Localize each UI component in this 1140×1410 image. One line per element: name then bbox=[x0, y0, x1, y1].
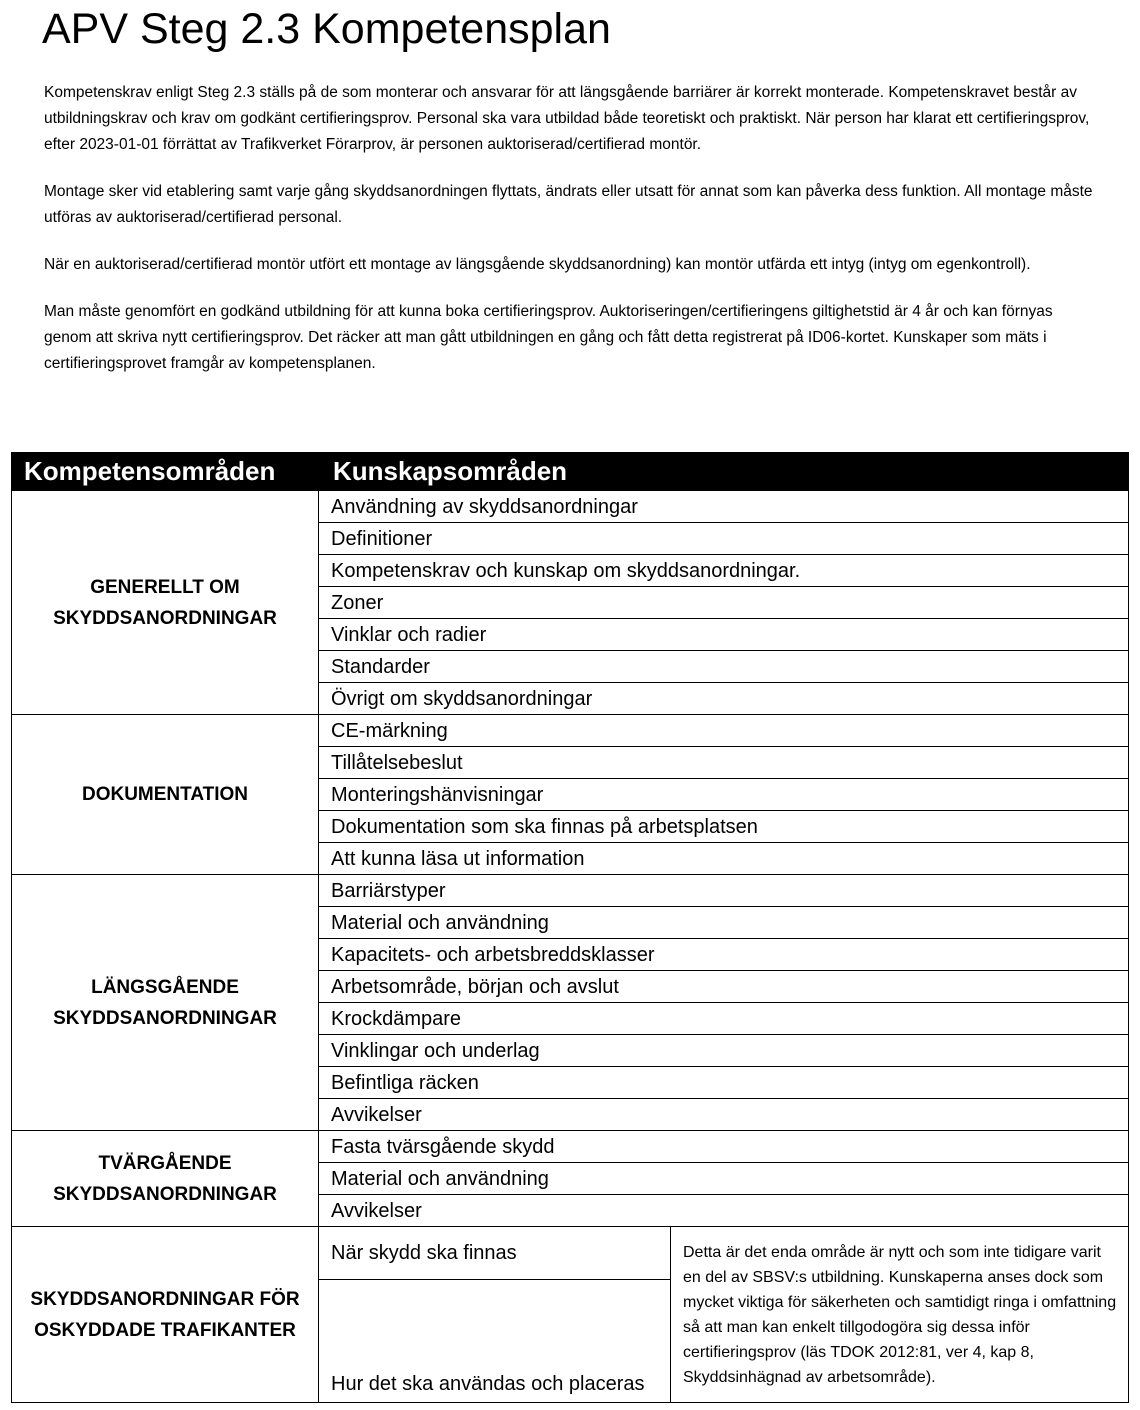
knowledge-item: Tillåtelsebeslut bbox=[319, 747, 1129, 779]
knowledge-item: Barriärstyper bbox=[319, 875, 1129, 907]
table-row bbox=[12, 1227, 1129, 1280]
knowledge-item: Material och användning bbox=[319, 907, 1129, 939]
table-row bbox=[12, 875, 1129, 907]
intro-text bbox=[44, 80, 1104, 398]
header-kompetensomraden: Kompetensområden bbox=[12, 453, 319, 491]
knowledge-item: Kompetenskrav och kunskap om skyddsanordningar. bbox=[319, 555, 1129, 587]
knowledge-item: Användning av skyddsanordningar bbox=[319, 491, 1129, 523]
table-row bbox=[12, 715, 1129, 747]
intro-paragraph: Kompetenskrav enligt Steg 2.3 ställs på de som monterar och ansvarar för att längsgående barriärer är korrekt monterade. Kompetenskravet består av utbildningskrav och krav om godkänt certifieringsprov. Personal ska vara utbildad både teoretiskt och praktiskt. När person har klarat ett certifieringsprov, efter 2023-01-01 förrättat av Trafikverket Förarprov, är personen auktoriserad/certifierad montör. bbox=[44, 84, 1090, 153]
knowledge-item: Befintliga räcken bbox=[319, 1067, 1129, 1099]
intro-paragraph: Montage sker vid etablering samt varje gång skyddsanordningen flyttats, ändrats eller utsatt för annat som kan påverka dess funktion. All montage måste utföras av auktoriserad/certifierad personal. bbox=[44, 183, 1093, 226]
knowledge-item: Avvikelser bbox=[319, 1099, 1129, 1131]
table-row bbox=[12, 491, 1129, 523]
knowledge-item: Arbetsområde, början och avslut bbox=[319, 971, 1129, 1003]
knowledge-item: Avvikelser bbox=[319, 1195, 1129, 1227]
table-row bbox=[12, 1131, 1129, 1163]
knowledge-item: Hur det ska användas och placeras bbox=[319, 1280, 671, 1403]
knowledge-item: Standarder bbox=[319, 651, 1129, 683]
page-title: APV Steg 2.3 Kompetensplan bbox=[42, 5, 611, 53]
competence-area: SKYDDSANORDNINGAR FÖR OSKYDDADE TRAFIKANTER bbox=[12, 1227, 319, 1403]
intro-paragraph: Man måste genomfört en godkänd utbildning för att kunna boka certifieringsprov. Auktoriseringen/certifieringens giltighetstid är 4 år och kan förnyas genom att skriva nytt certifieringsprov. Det räcker att man gått utbildningen en gång och fått detta registrerat på ID06-kortet. Kunskaper som mäts i certifieringsprovet framgår av kompetensplanen. bbox=[44, 303, 1053, 372]
knowledge-item: Monteringshänvisningar bbox=[319, 779, 1129, 811]
knowledge-item: Fasta tvärsgående skydd bbox=[319, 1131, 1129, 1163]
header-kunskapsomraden: Kunskapsområden bbox=[319, 453, 1129, 491]
competence-area: LÄNGSGÅENDE SKYDDSANORDNINGAR bbox=[12, 875, 319, 1131]
knowledge-item: Vinklingar och underlag bbox=[319, 1035, 1129, 1067]
table-header-row bbox=[12, 453, 1129, 491]
note-cell: Detta är det enda område är nytt och som inte tidigare varit en del av SBSV:s utbildning. Kunskaperna anses dock som mycket viktiga för säkerheten och samtidigt ringa i omfattning så att man kan enkelt tillgodogöra sig dessa inför certifieringsprov (läs TDOK 2012:81, ver 4, kap 8, Skyddsinhägnad av arbetsområde). bbox=[671, 1227, 1129, 1403]
knowledge-item: Kapacitets- och arbetsbreddsklasser bbox=[319, 939, 1129, 971]
knowledge-item: När skydd ska finnas bbox=[319, 1227, 671, 1280]
competence-table bbox=[11, 452, 1129, 1403]
knowledge-item: Vinklar och radier bbox=[319, 619, 1129, 651]
knowledge-item: Material och användning bbox=[319, 1163, 1129, 1195]
knowledge-item: Övrigt om skyddsanordningar bbox=[319, 683, 1129, 715]
competence-area: GENERELLT OM SKYDDSANORDNINGAR bbox=[12, 491, 319, 715]
knowledge-item: CE-märkning bbox=[319, 715, 1129, 747]
knowledge-item: Zoner bbox=[319, 587, 1129, 619]
knowledge-item: Krockdämpare bbox=[319, 1003, 1129, 1035]
knowledge-item: Dokumentation som ska finnas på arbetsplatsen bbox=[319, 811, 1129, 843]
competence-area: TVÄRGÅENDE SKYDDSANORDNINGAR bbox=[12, 1131, 319, 1227]
competence-area: DOKUMENTATION bbox=[12, 715, 319, 875]
knowledge-item: Definitioner bbox=[319, 523, 1129, 555]
knowledge-item: Att kunna läsa ut information bbox=[319, 843, 1129, 875]
intro-paragraph: När en auktoriserad/certifierad montör utfört ett montage av längsgående skyddsanordning) kan montör utfärda ett intyg (intyg om egenkontroll). bbox=[44, 256, 1031, 273]
